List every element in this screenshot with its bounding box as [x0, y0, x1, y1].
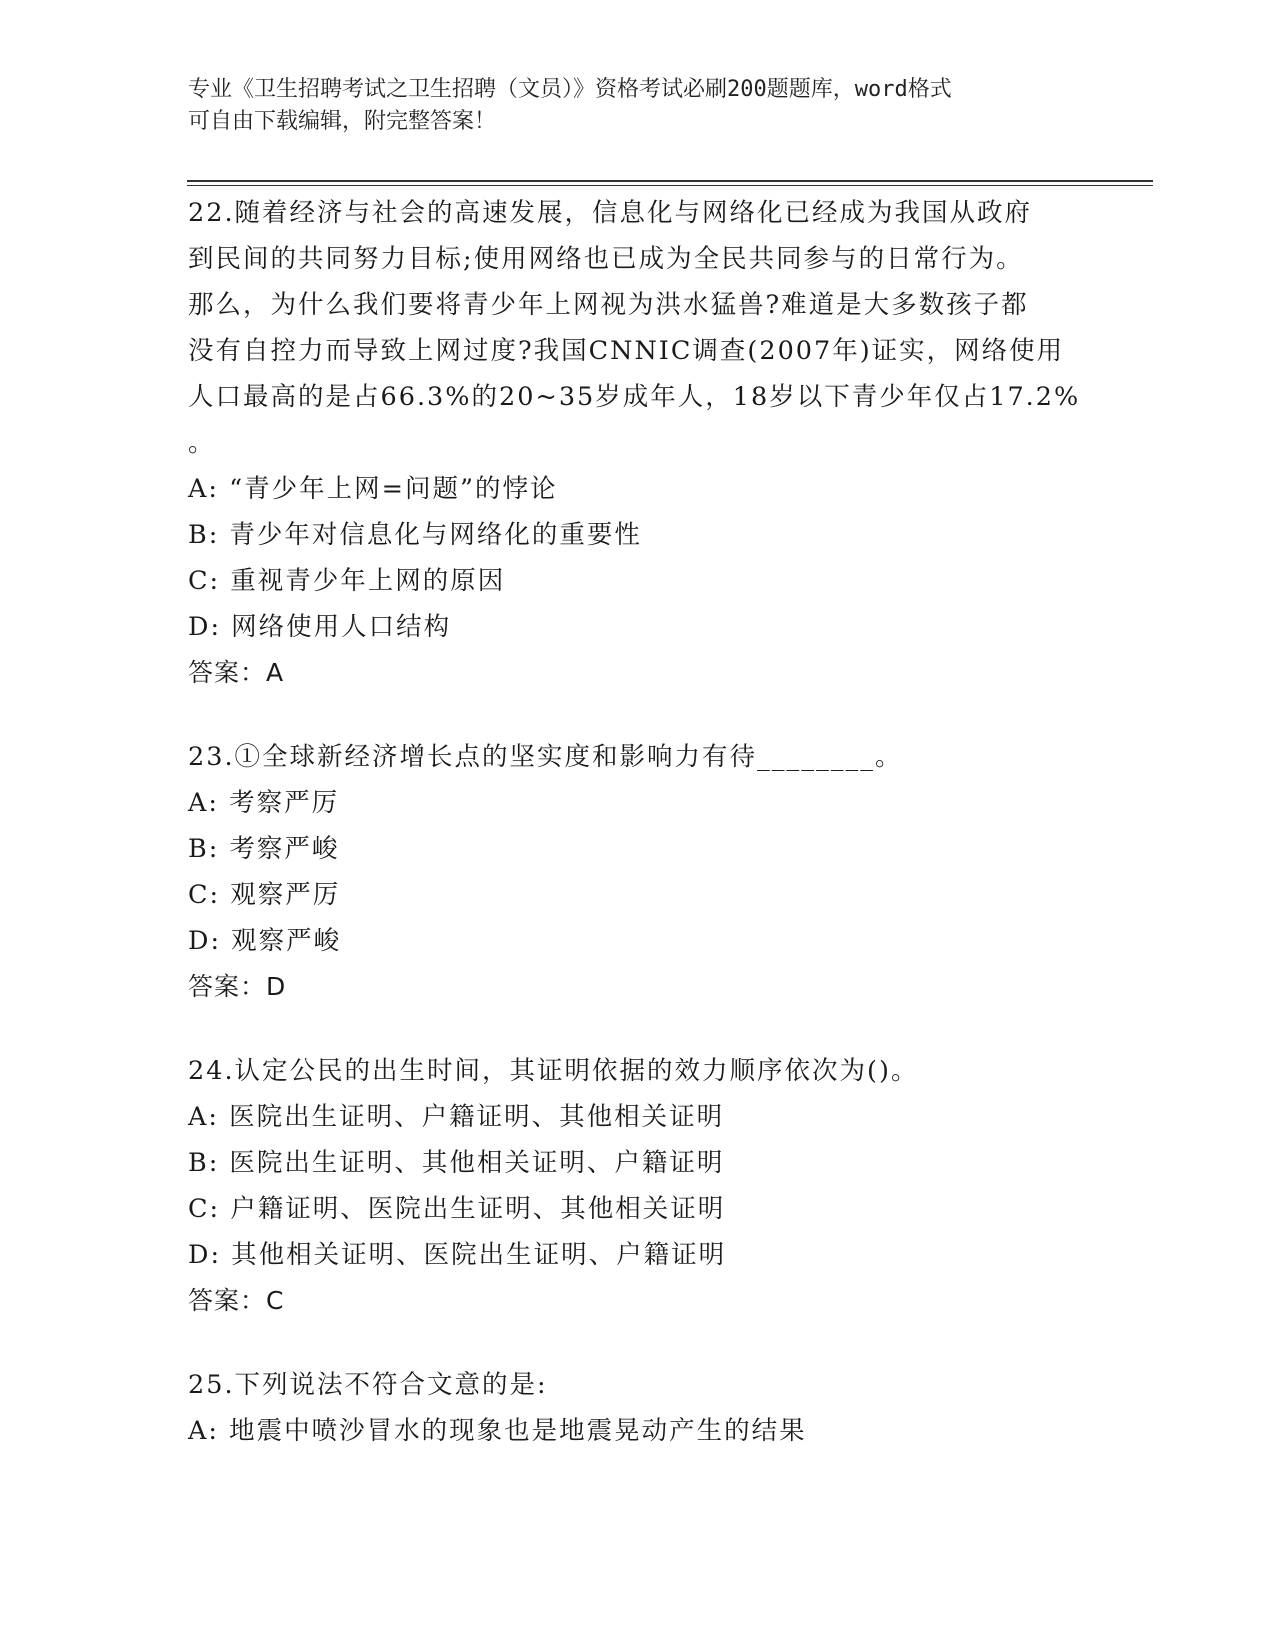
spacer [188, 1010, 1088, 1048]
question-stem-line: 22.随着经济与社会的高速发展，信息化与网络化已经成为我国从政府 [188, 198, 1033, 228]
option-c: C: 重视青少年上网的原因 [188, 566, 506, 596]
header-rule-bottom [187, 185, 1153, 186]
option-a: A: 考察严厉 [188, 788, 340, 818]
option-a: A: 地震中喷沙冒水的现象也是地震晃动产生的结果 [188, 1416, 807, 1446]
answer-line: 答案：D [188, 972, 287, 1001]
header-line-2: 可自由下载编辑，附完整答案！ [188, 109, 497, 134]
document-header [188, 74, 1088, 138]
question-23 [188, 734, 1088, 1010]
question-stem-line: 没有自控力而导致上网过度?我国CNNIC调查(2007年)证实，网络使用 [188, 336, 1065, 366]
question-22 [188, 190, 1088, 696]
option-d: D: 网络使用人口结构 [188, 612, 452, 642]
answer-line: 答案：A [188, 658, 285, 687]
option-b: B: 考察严峻 [188, 834, 340, 864]
answer-line: 答案：C [188, 1286, 285, 1315]
question-stem-line: 那么，为什么我们要将青少年上网视为洪水猛兽?难道是大多数孩子都 [188, 290, 1029, 320]
spacer [188, 696, 1088, 734]
option-a: A: “青少年上网=问题”的悖论 [188, 474, 558, 504]
question-stem-line: 23.①全球新经济增长点的坚实度和影响力有待________。 [188, 742, 903, 772]
header-rule-top [187, 180, 1153, 182]
option-b: B: 青少年对信息化与网络化的重要性 [188, 520, 642, 550]
question-stem-line: 24.认定公民的出生时间，其证明依据的效力顺序依次为()。 [188, 1056, 919, 1086]
question-stem-line: 到民间的共同努力目标;使用网络也已成为全民共同参与的日常行为。 [188, 244, 1024, 274]
question-stem-line: 25.下列说法不符合文意的是: [188, 1370, 548, 1400]
option-b: B: 医院出生证明、其他相关证明、户籍证明 [188, 1148, 725, 1178]
option-c: C: 户籍证明、医院出生证明、其他相关证明 [188, 1194, 726, 1224]
header-line-1: 专业《卫生招聘考试之卫生招聘（文员）》资格考试必刷200题题库，word格式 [188, 77, 952, 102]
option-d: D: 其他相关证明、医院出生证明、户籍证明 [188, 1240, 727, 1270]
question-25 [188, 1362, 1088, 1454]
spacer [188, 1324, 1088, 1362]
question-24 [188, 1048, 1088, 1324]
question-list [188, 190, 1088, 1454]
option-a: A: 医院出生证明、户籍证明、其他相关证明 [188, 1102, 725, 1132]
option-c: C: 观察严厉 [188, 880, 341, 910]
question-stem-line: 。 [188, 428, 216, 458]
question-stem-line: 人口最高的是占66.3%的20~35岁成年人，18岁以下青少年仅占17.2% [188, 382, 1081, 412]
option-d: D: 观察严峻 [188, 926, 342, 956]
